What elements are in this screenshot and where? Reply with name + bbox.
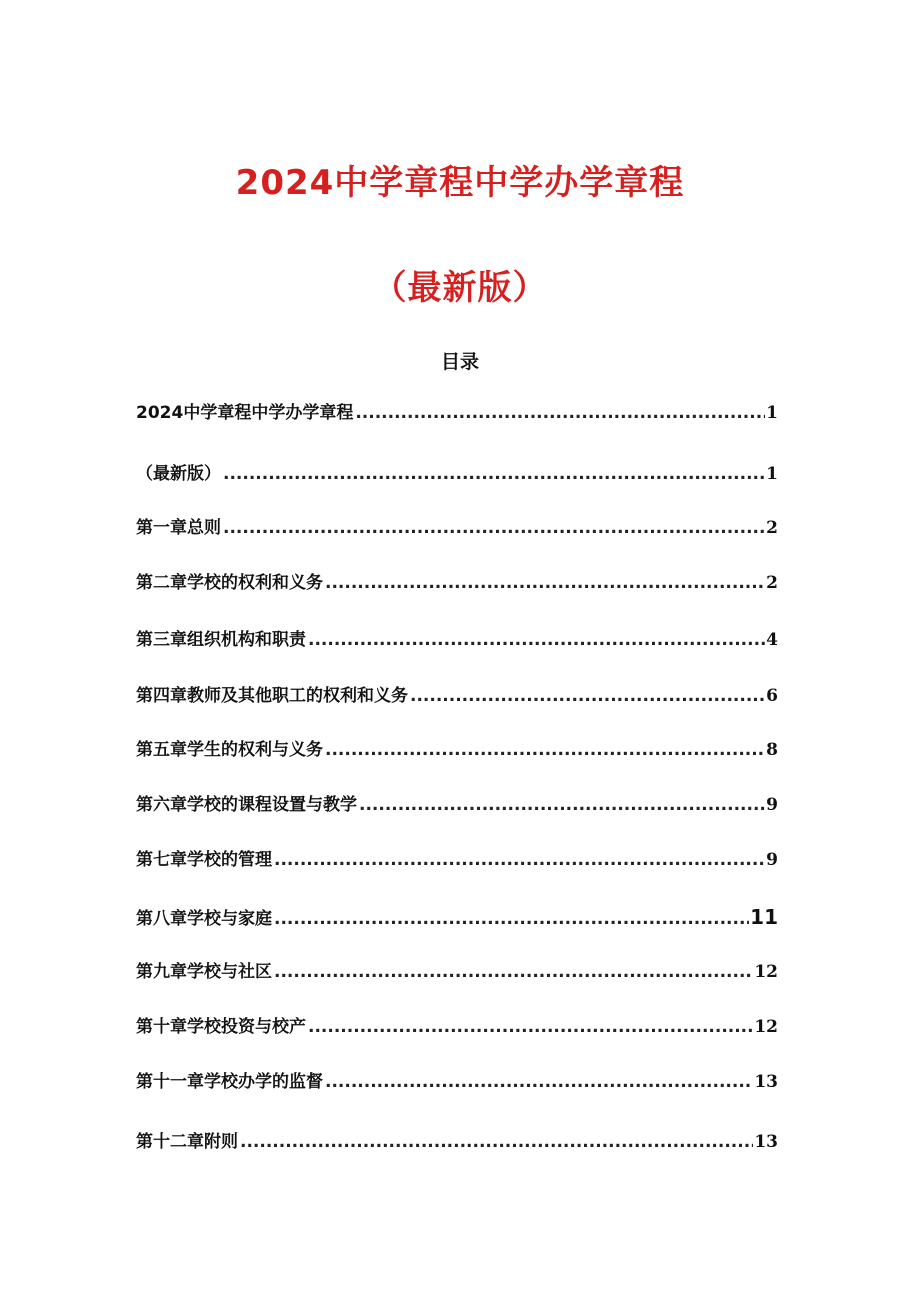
toc-entry[interactable]: [136, 737, 778, 763]
toc-entry[interactable]: [136, 904, 778, 930]
document-title: 2024中学章程中学办学章程: [235, 163, 685, 203]
toc-dot-leader: [223, 515, 765, 541]
toc-entry-label: 第十一章学校办学的监督: [136, 1072, 323, 1092]
toc-dot-leader: [359, 792, 765, 818]
toc-entry-page: 11: [750, 905, 778, 929]
toc-entry-page: 9: [766, 795, 778, 815]
toc-entry-label: 第五章学生的权利与义务: [136, 740, 323, 760]
toc-entry-page: 12: [754, 1017, 778, 1037]
toc-dot-leader: [355, 400, 765, 426]
toc-dot-leader: [274, 906, 749, 932]
toc-dot-leader: [308, 1014, 753, 1040]
toc-entry[interactable]: [136, 792, 778, 818]
toc-entry-label: 第六章学校的课程设置与教学: [136, 795, 357, 815]
toc-entry-page: 4: [766, 630, 778, 650]
toc-entry-label: 第三章组织机构和职责: [136, 630, 306, 650]
toc-entry[interactable]: [136, 570, 778, 596]
toc-dot-leader: [308, 627, 765, 653]
toc-entry-label: 第八章学校与家庭: [136, 909, 272, 929]
toc-dot-leader: [325, 1069, 753, 1095]
toc-entry[interactable]: [136, 515, 778, 541]
toc-entry-page: 1: [766, 403, 778, 423]
toc-entry[interactable]: [136, 959, 778, 985]
toc-heading: 目录: [440, 351, 479, 373]
toc-dot-leader: [325, 570, 765, 596]
toc-entry[interactable]: [136, 683, 778, 709]
toc-entry[interactable]: [136, 1014, 778, 1040]
toc-entry-label: 第十二章附则: [136, 1132, 238, 1152]
toc-entry-page: 12: [754, 962, 778, 982]
toc-entry-page: 2: [766, 573, 778, 593]
toc-entry-page: 8: [766, 740, 778, 760]
toc-entry-label: 第十章学校投资与校产: [136, 1017, 306, 1037]
toc-entry[interactable]: [136, 847, 778, 873]
toc-entry-page: 13: [754, 1132, 778, 1152]
toc-entry-page: 13: [754, 1072, 778, 1092]
toc-dot-leader: [240, 1129, 753, 1155]
toc-dot-leader: [325, 737, 765, 763]
toc-dot-leader: [274, 847, 765, 873]
toc-entry[interactable]: [136, 1129, 778, 1155]
toc-entry-page: 9: [766, 850, 778, 870]
toc-entry-page: 2: [766, 518, 778, 538]
toc-entry[interactable]: [136, 400, 778, 426]
toc-dot-leader: [274, 959, 753, 985]
document-subtitle: （最新版）: [372, 268, 548, 308]
toc-entry-label: 第二章学校的权利和义务: [136, 573, 323, 593]
toc-entry[interactable]: [136, 627, 778, 653]
toc-entry-label: 第一章总则: [136, 518, 221, 538]
toc-entry-label: （最新版）: [136, 464, 221, 484]
toc-dot-leader: [223, 461, 765, 487]
toc-entry[interactable]: [136, 1069, 778, 1095]
toc-entry[interactable]: [136, 461, 778, 487]
toc-entry-page: 1: [766, 464, 778, 484]
toc-entry-label: 第七章学校的管理: [136, 850, 272, 870]
toc-entry-label: 第四章教师及其他职工的权利和义务: [136, 686, 408, 706]
toc-dot-leader: [410, 683, 765, 709]
toc-entry-label: 2024中学章程中学办学章程: [136, 403, 354, 423]
toc-entry-page: 6: [766, 686, 778, 706]
toc-entry-label: 第九章学校与社区: [136, 962, 272, 982]
